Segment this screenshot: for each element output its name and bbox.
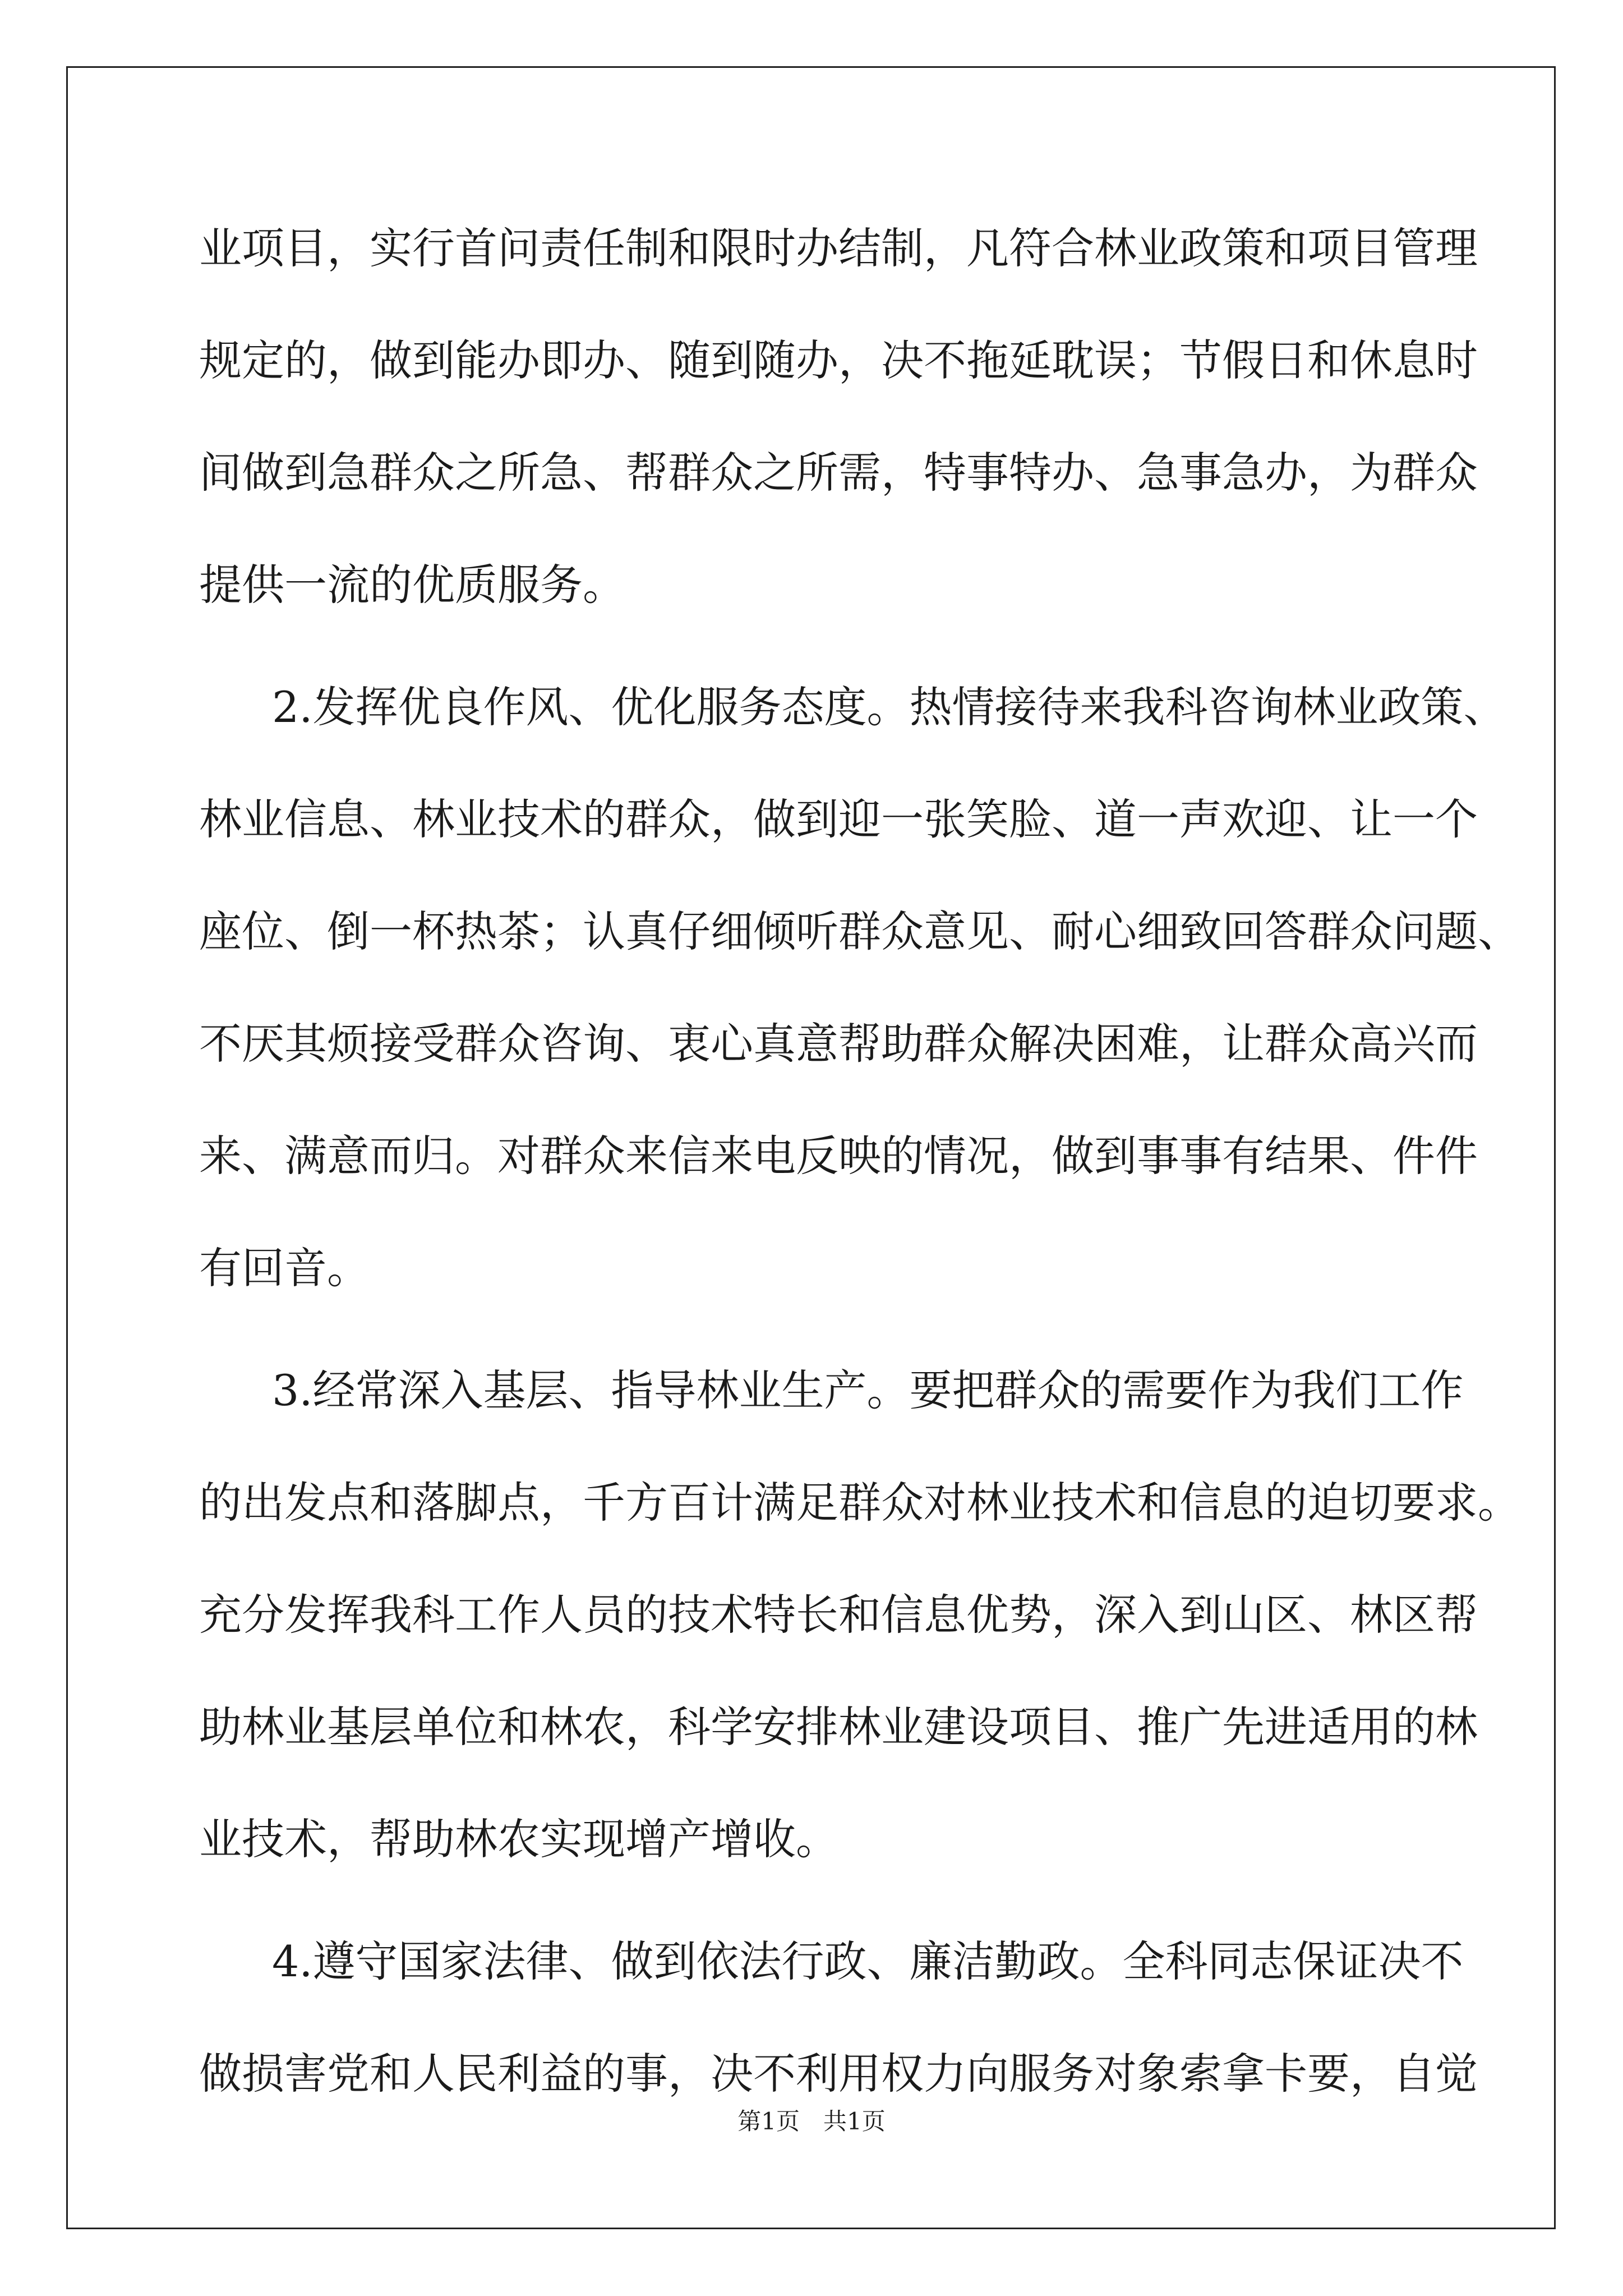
paragraph-4-start: 4.遵守国家法律、做到依法行政、廉洁勤政。全科同志保证决不 <box>272 1936 1464 1986</box>
text-line: 座位、倒一杯热茶；认真仔细倾听群众意见、耐心细致回答群众问题、 <box>199 907 1520 956</box>
paragraph-2-start: 2.发挥优良作风、优化服务态度。热情接待来我科咨询林业政策、 <box>272 682 1506 732</box>
text-line: 充分发挥我科工作人员的技术特长和信息优势，深入到山区、林区帮 <box>199 1590 1478 1640</box>
text-line: 不厌其烦接受群众咨询、衷心真意帮助群众解决困难，让群众高兴而 <box>199 1019 1478 1069</box>
text-line: 规定的，做到能办即办、随到随办，决不拖延耽误；节假日和休息时 <box>199 335 1478 385</box>
text-line: 的出发点和落脚点，千方百计满足群众对林业技术和信息的迫切要求。 <box>199 1478 1520 1527</box>
text-line: 有回音。 <box>199 1243 370 1293</box>
paragraph-3-start: 3.经常深入基层、指导林业生产。要把群众的需要作为我们工作 <box>272 1365 1464 1415</box>
text-line: 间做到急群众之所急、帮群众之所需，特事特办、急事急办，为群众 <box>199 448 1478 498</box>
text-line: 来、满意而归。对群众来信来电反映的情况，做到事事有结果、件件 <box>199 1131 1478 1181</box>
text-line: 业项目，实行首问责任制和限时办结制，凡符合林业政策和项目管理 <box>199 223 1478 273</box>
text-line: 做损害党和人民利益的事，决不利用权力向服务对象索拿卡要，自觉 <box>199 2049 1478 2099</box>
text-line: 提供一流的优质服务。 <box>199 560 625 610</box>
text-line: 业技术，帮助林农实现增产增收。 <box>199 1814 838 1864</box>
page-number-footer: 第1页 共1页 <box>737 2108 886 2135</box>
text-line: 助林业基层单位和林农，科学安排林业建设项目、推广先进适用的林 <box>199 1702 1478 1752</box>
text-line: 林业信息、林业技术的群众，做到迎一张笑脸、道一声欢迎、让一个 <box>199 794 1478 844</box>
